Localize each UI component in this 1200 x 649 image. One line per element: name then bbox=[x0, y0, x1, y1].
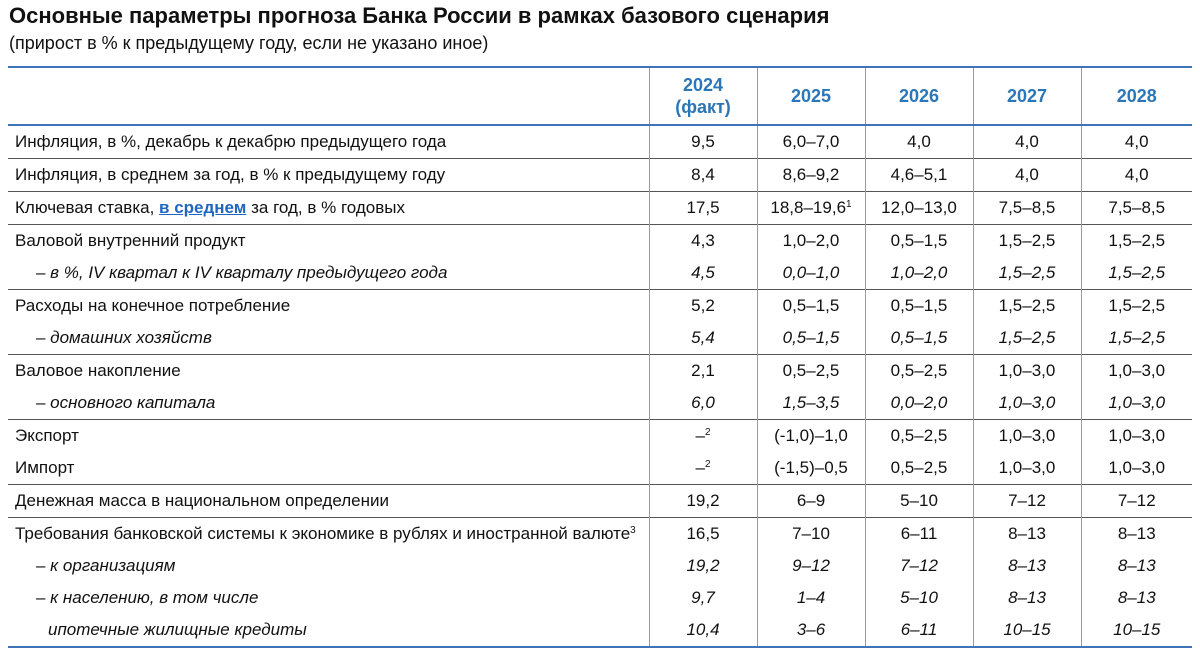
table-row bbox=[8, 550, 1192, 582]
table-row bbox=[8, 355, 1192, 388]
cell-2024: 5,4 bbox=[649, 322, 757, 355]
cell-2027: 7,5–8,5 bbox=[973, 192, 1081, 225]
cell-2025: (-1,5)–0,5 bbox=[757, 452, 865, 485]
cell-2025 bbox=[757, 192, 865, 225]
cell-2025: 0,5–2,5 bbox=[757, 355, 865, 388]
cell-2024 bbox=[649, 420, 757, 453]
cell-2025: 0,0–1,0 bbox=[757, 257, 865, 290]
footnote-marker: 3 bbox=[630, 525, 636, 536]
cell-2024: 4,5 bbox=[649, 257, 757, 290]
cell-2024: 17,5 bbox=[649, 192, 757, 225]
cell-2026: 4,0 bbox=[865, 125, 973, 159]
cell-2025: (-1,0)–1,0 bbox=[757, 420, 865, 453]
table-row bbox=[8, 290, 1192, 323]
table-row bbox=[8, 257, 1192, 290]
cell-2025: 0,5–1,5 bbox=[757, 290, 865, 323]
table-row bbox=[8, 225, 1192, 258]
row-label-prefix: Ключевая ставка, bbox=[15, 198, 160, 217]
cell-2026: 5–10 bbox=[865, 485, 973, 518]
cell-2026: 6–11 bbox=[865, 614, 973, 647]
cell-2025: 7–10 bbox=[757, 518, 865, 551]
cell-2027: 8–13 bbox=[973, 550, 1081, 582]
cell-2026: 7–12 bbox=[865, 550, 973, 582]
row-label: Инфляция, в среднем за год, в % к предыдущему году bbox=[8, 159, 649, 192]
row-label: – к населению, в том числе bbox=[36, 588, 259, 607]
cell-2025: 1–4 bbox=[757, 582, 865, 614]
header-year-label: 2024 bbox=[682, 75, 724, 95]
document-title: Основные параметры прогноза Банка России в рамках базового сценария bbox=[9, 3, 830, 28]
cell-2026: 0,5–1,5 bbox=[865, 290, 973, 323]
cell-2028: 1,5–2,5 bbox=[1081, 290, 1192, 323]
table-row bbox=[8, 518, 1192, 551]
cell-2025: 0,5–1,5 bbox=[757, 322, 865, 355]
cell-value: – bbox=[695, 426, 705, 445]
cell-2026: 12,0–13,0 bbox=[865, 192, 973, 225]
row-label: ипотечные жилищные кредиты bbox=[8, 614, 649, 647]
cell-2028: 1,5–2,5 bbox=[1081, 225, 1192, 258]
table-header-row bbox=[8, 67, 1192, 125]
footnote-marker: 2 bbox=[704, 427, 711, 438]
cell-value: 18,8–19,6 bbox=[770, 198, 847, 217]
cell-2026: 0,5–2,5 bbox=[865, 355, 973, 388]
cell-2027: 1,5–2,5 bbox=[973, 225, 1081, 258]
cell-2027: 1,5–2,5 bbox=[973, 257, 1081, 290]
cell-2028: 4,0 bbox=[1081, 125, 1192, 159]
row-label: Денежная масса в национальном определении bbox=[8, 485, 649, 518]
cell-2026: 0,5–2,5 bbox=[865, 420, 973, 453]
row-label: – основного капитала bbox=[36, 393, 216, 412]
header-year-2027: 2027 bbox=[973, 67, 1081, 125]
header-year-sub: (факт) bbox=[675, 97, 731, 117]
cell-2027: 8–13 bbox=[973, 518, 1081, 551]
row-label: Инфляция, в %, декабрь к декабрю предыдущего года bbox=[15, 132, 447, 151]
header-label-cell bbox=[8, 67, 649, 125]
cell-2027: 1,5–2,5 bbox=[973, 322, 1081, 355]
row-label: Экспорт bbox=[8, 420, 649, 453]
cell-2024: 10,4 bbox=[649, 614, 757, 647]
cell-2026: 1,0–2,0 bbox=[865, 257, 973, 290]
table-row bbox=[8, 582, 1192, 614]
cell-2028: 10–15 bbox=[1081, 614, 1192, 647]
row-label: Расходы на конечное потребление bbox=[8, 290, 649, 323]
row-label bbox=[8, 192, 649, 225]
forecast-table bbox=[8, 66, 1192, 648]
cell-2028: 1,5–2,5 bbox=[1081, 257, 1192, 290]
cell-2027: 1,0–3,0 bbox=[973, 355, 1081, 388]
row-label: – в %, IV квартал к IV кварталу предыдущего года bbox=[36, 263, 448, 282]
cell-2026: 4,6–5,1 bbox=[865, 159, 973, 192]
cell-2026: 0,5–2,5 bbox=[865, 452, 973, 485]
cell-2027: 1,0–3,0 bbox=[973, 452, 1081, 485]
cell-2028: 7–12 bbox=[1081, 485, 1192, 518]
document-subtitle: (прирост в % к предыдущему году, если не указано иное) bbox=[9, 33, 489, 53]
cell-2027: 8–13 bbox=[973, 582, 1081, 614]
cell-2024 bbox=[649, 452, 757, 485]
table-row bbox=[8, 485, 1192, 518]
cell-2024: 16,5 bbox=[649, 518, 757, 551]
cell-2027: 10–15 bbox=[973, 614, 1081, 647]
cell-2024: 5,2 bbox=[649, 290, 757, 323]
cell-2024: 8,4 bbox=[649, 159, 757, 192]
row-label: – домашних хозяйств bbox=[36, 328, 212, 347]
footnote-marker: 1 bbox=[846, 199, 852, 210]
cell-2028: 1,0–3,0 bbox=[1081, 452, 1192, 485]
cell-2024: 9,5 bbox=[649, 125, 757, 159]
row-label: Импорт bbox=[15, 458, 75, 477]
cell-value: – bbox=[695, 458, 705, 477]
cell-2028: 1,0–3,0 bbox=[1081, 387, 1192, 420]
cell-2025: 9–12 bbox=[757, 550, 865, 582]
cell-2028: 8–13 bbox=[1081, 550, 1192, 582]
row-label-text: Требования банковской системы к экономике в рублях и иностранной валюте bbox=[15, 524, 631, 543]
row-label: Валовой внутренний продукт bbox=[8, 225, 649, 258]
cell-2027: 7–12 bbox=[973, 485, 1081, 518]
table-row bbox=[8, 420, 1192, 453]
table-row bbox=[8, 125, 1192, 159]
cell-2025: 3–6 bbox=[757, 614, 865, 647]
header-year-2028: 2028 bbox=[1081, 67, 1192, 125]
header-year-2024 bbox=[649, 67, 757, 125]
table-row bbox=[8, 452, 1192, 485]
table-row bbox=[8, 614, 1192, 647]
cell-2024: 2,1 bbox=[649, 355, 757, 388]
cell-2025: 8,6–9,2 bbox=[757, 159, 865, 192]
cell-2028: 4,0 bbox=[1081, 159, 1192, 192]
cell-2024: 6,0 bbox=[649, 387, 757, 420]
cell-2024: 4,3 bbox=[649, 225, 757, 258]
cell-2027: 4,0 bbox=[973, 159, 1081, 192]
average-link[interactable]: в среднем bbox=[159, 198, 247, 217]
cell-2027: 4,0 bbox=[973, 125, 1081, 159]
cell-2027: 1,5–2,5 bbox=[973, 290, 1081, 323]
cell-2027: 1,0–3,0 bbox=[973, 387, 1081, 420]
cell-2026: 0,5–1,5 bbox=[865, 322, 973, 355]
cell-2025: 6,0–7,0 bbox=[757, 125, 865, 159]
table-row bbox=[8, 159, 1192, 192]
cell-2025: 1,0–2,0 bbox=[757, 225, 865, 258]
row-label bbox=[8, 518, 649, 551]
cell-2026: 0,5–1,5 bbox=[865, 225, 973, 258]
table-row bbox=[8, 322, 1192, 355]
row-label-suffix: за год, в % годовых bbox=[246, 198, 405, 217]
header-year-2025: 2025 bbox=[757, 67, 865, 125]
cell-2026: 0,0–2,0 bbox=[865, 387, 973, 420]
cell-2024: 19,2 bbox=[649, 485, 757, 518]
cell-2028: 7,5–8,5 bbox=[1081, 192, 1192, 225]
table-row bbox=[8, 387, 1192, 420]
cell-2024: 9,7 bbox=[649, 582, 757, 614]
cell-2028: 1,5–2,5 bbox=[1081, 322, 1192, 355]
cell-2026: 5–10 bbox=[865, 582, 973, 614]
cell-2027: 1,0–3,0 bbox=[973, 420, 1081, 453]
footnote-marker: 2 bbox=[704, 459, 711, 470]
header-year-2026: 2026 bbox=[865, 67, 973, 125]
cell-2028: 1,0–3,0 bbox=[1081, 420, 1192, 453]
cell-2025: 1,5–3,5 bbox=[757, 387, 865, 420]
cell-2026: 6–11 bbox=[865, 518, 973, 551]
cell-2028: 1,0–3,0 bbox=[1081, 355, 1192, 388]
table-row bbox=[8, 192, 1192, 225]
cell-2028: 8–13 bbox=[1081, 518, 1192, 551]
cell-2025: 6–9 bbox=[757, 485, 865, 518]
row-label: – к организациям bbox=[36, 556, 176, 575]
row-label: Валовое накопление bbox=[8, 355, 649, 388]
cell-2028: 8–13 bbox=[1081, 582, 1192, 614]
cell-2024: 19,2 bbox=[649, 550, 757, 582]
